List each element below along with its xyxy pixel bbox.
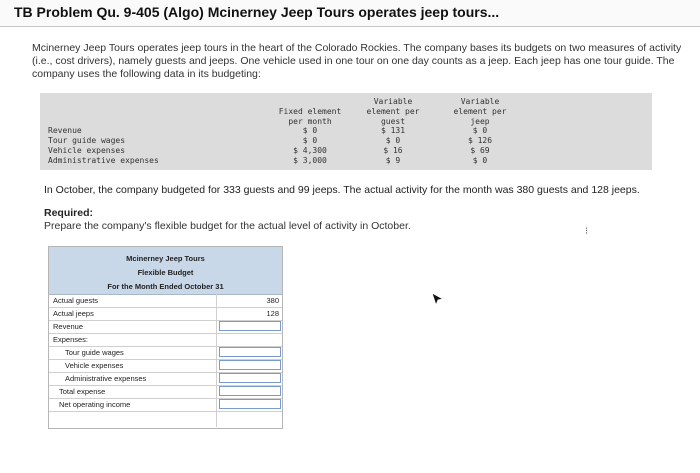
expenses-label: Expenses: — [53, 335, 89, 344]
jeep-header-line2: element per — [453, 107, 507, 116]
required-heading: Required: — [44, 207, 94, 219]
required-text: Prepare the company's flexible budget for the actual level of activity in October. — [44, 220, 411, 232]
fixed-header-line2: per month — [288, 117, 332, 126]
row-expenses-heading — [49, 334, 282, 347]
row-label: Tour guide wages — [48, 136, 126, 145]
company-name: Mcinerney Jeep Tours — [126, 254, 205, 263]
tour-guide-wages-label: Tour guide wages — [65, 348, 124, 357]
budget-title: Flexible Budget — [137, 268, 194, 277]
fixed-value: $ 0 — [302, 136, 318, 145]
row-administrative-expenses — [49, 373, 282, 386]
row-actual-jeeps — [49, 308, 282, 321]
actual-jeeps-value: 128 — [266, 309, 279, 318]
budget-data-table — [40, 93, 652, 170]
row-label: Vehicle expenses — [48, 146, 126, 155]
row-total-expense — [49, 386, 282, 399]
total-expense-input[interactable] — [219, 386, 281, 396]
fixed-header-line1: Fixed element — [278, 107, 342, 116]
guest-value: $ 0 — [385, 136, 401, 145]
jeep-value: $ 0 — [472, 156, 488, 165]
row-revenue — [49, 321, 282, 334]
jeep-header-line3: jeep — [470, 117, 490, 126]
guest-header-line2: element per — [366, 107, 420, 116]
row-actual-guests — [49, 295, 282, 308]
actual-guests-value: 380 — [266, 296, 279, 305]
jeep-header-line1: Variable — [460, 97, 500, 106]
row-label: Revenue — [48, 126, 82, 135]
activity-text: In October, the company budgeted for 333 guests and 99 jeeps. The actual activity for the month was 380 guests and 128 jeeps. — [44, 184, 640, 196]
guest-header-line1: Variable — [373, 97, 413, 106]
tour-guide-wages-input[interactable] — [219, 347, 281, 357]
actual-guests-label: Actual guests — [53, 296, 99, 305]
intro-paragraph: Mcinerney Jeep Tours operates jeep tours in the heart of the Colorado Rockies. The company bases its budgets on two measures of activity (i.e., cost drivers), namely guests and jeeps. One vehicle used in one tour on one day counts as a jeep. Each jeep has one tour guide. The company uses the following data in its budgeting: — [32, 42, 682, 80]
row-tour-guide-wages — [49, 347, 282, 360]
budget-period: For the Month Ended October 31 — [107, 282, 224, 291]
title-bar — [0, 0, 700, 27]
guest-value: $ 9 — [385, 156, 401, 165]
net-operating-income-label: Net operating income — [59, 400, 131, 409]
jeep-header — [444, 97, 516, 127]
administrative-expenses-label: Administrative expenses — [65, 374, 147, 383]
row-net-operating-income — [49, 399, 282, 412]
page-title: TB Problem Qu. 9-405 (Algo) Mcinerney Jeep Tours operates jeep tours... — [14, 4, 500, 20]
jeep-value: $ 69 — [470, 146, 490, 155]
loading-spinner-icon: ⁝ — [585, 226, 589, 237]
row-vehicle-expenses — [49, 360, 282, 373]
guest-value: $ 16 — [383, 146, 403, 155]
jeep-value: $ 0 — [472, 126, 488, 135]
flexible-budget-worksheet — [48, 246, 283, 429]
row-label: Administrative expenses — [48, 156, 159, 165]
actual-jeeps-label: Actual jeeps — [53, 309, 94, 318]
revenue-label: Revenue — [53, 322, 84, 331]
administrative-expenses-input[interactable] — [219, 373, 281, 383]
fixed-value: $ 0 — [302, 126, 318, 135]
fixed-value: $ 4,300 — [293, 146, 327, 155]
guest-value: $ 131 — [380, 126, 406, 135]
total-expense-label: Total expense — [59, 387, 106, 396]
vehicle-expenses-input[interactable] — [219, 360, 281, 370]
fixed-value: $ 3,000 — [293, 156, 327, 165]
jeep-value: $ 126 — [467, 136, 493, 145]
net-operating-income-input[interactable] — [219, 399, 281, 409]
flexible-budget-header — [49, 247, 282, 295]
fixed-header — [268, 107, 352, 127]
mouse-pointer-icon — [431, 292, 445, 311]
vehicle-expenses-label: Vehicle expenses — [65, 361, 124, 370]
guest-header — [358, 97, 428, 127]
guest-header-line3: guest — [380, 117, 406, 126]
revenue-input[interactable] — [219, 321, 281, 331]
